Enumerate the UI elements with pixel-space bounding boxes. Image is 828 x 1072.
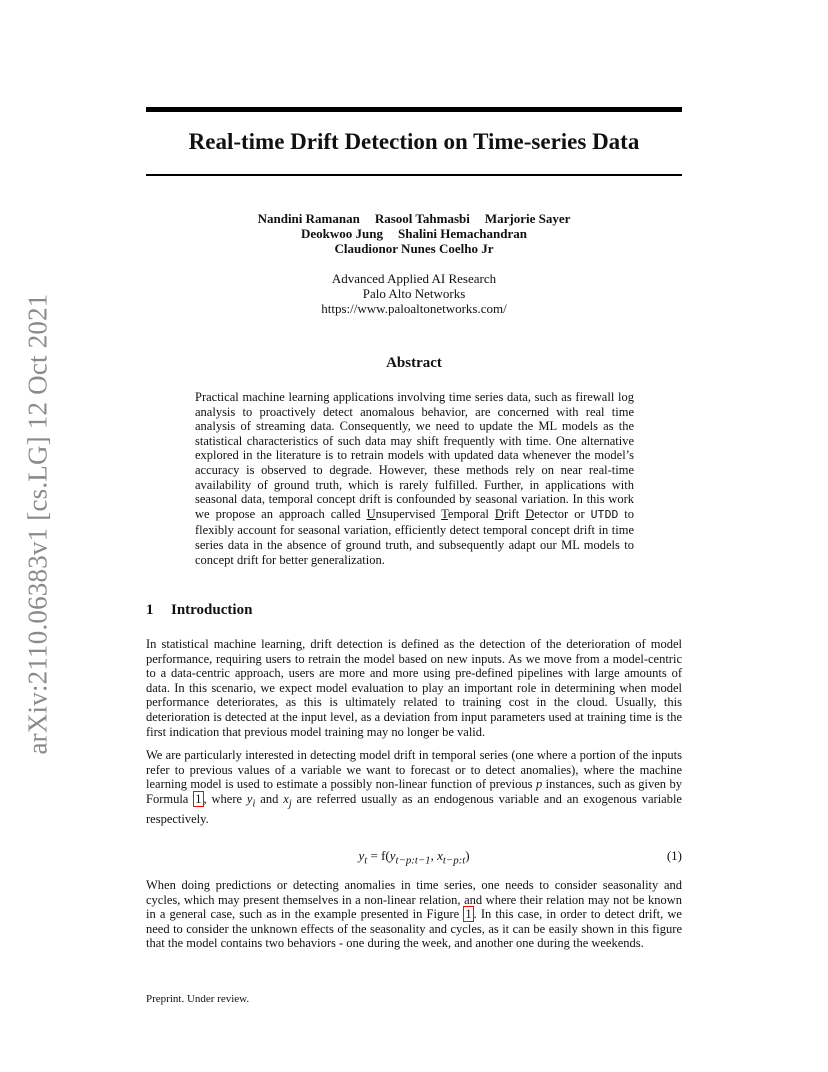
equation-1 [146,847,682,865]
method-acronym: UTDD [590,508,619,522]
author-name: Nandini Ramanan [257,211,360,226]
author-name: Marjorie Sayer [484,211,571,226]
author-line-1 [146,211,682,226]
intro-paragraph-3: When doing predictions or detecting anomalies in time series, one needs to consider seasonality and cycles, which may present themselves in a non-linear relation, and where their relation may not be known in a general case, such as in the example presented in Figure 1 . In this case, in order to detect drift, we need to consider the unknown effects of the seasonality and cycles, as it can be easily shown in this figure that the model contains two behaviors - one during the week, and another one during the weekends. [146,878,682,951]
affiliation-company: Palo Alto Networks [362,286,466,301]
author-line-3 [146,241,682,256]
equation-formula: $y_t = f(y_{t-p:t-1}$, $x_{t-p:t}$) [358,848,470,867]
abstract-text: Practical machine learning applications involving time series data, such as firewall log analysis to proactively detect anomalous behavior, are concerned with real time analysis of streaming data. Consequently, we need to update the ML models as the statistical characteristics of such data may shift frequently with time. One alternative explored in the literature is to retrain models with updated data whenever the model’s accuracy is observed to degrade. However, these methods rely on near real-time availability of ground truth, which is rarely fulfilled. Further, in applications with seasonal data, temporal concept drift is confounded by seasonal variation. In this work we propose an approach called Unsupervised Temporal Drift Detector or UTDD to flexibly account for seasonal variation, efficiently detect temporal concept drift in time series data in the absence of ground truth, and subsequently adapt our ML models to concept drift for better generalization. [195,390,634,567]
author-line-2 [146,226,682,241]
figure-reference-link[interactable]: 1 [465,907,472,922]
intro-paragraph-1: In statistical machine learning, drift detection is defined as the detection of the deterioration of model performance, requiring users to retrain the model based on new inputs. As we move from a model-centric to a data-centric approach, users are more and more using pre-defined pipelines with large amounts of data. In this scenario, we expect model evaluation to play an important role in determining when model performance deteriorates, as this is ultimately related to training cost in the cloud. Usually, this deterioration is detected at the input level, as a deviation from input parameters used at training time is the first indication that previous model training may no longer be valid. [146,637,682,739]
section-number: 1 [146,602,154,618]
title-rule-bottom [146,174,682,176]
author-name: Claudionor Nunes Coelho Jr [334,241,494,256]
formula-reference-link[interactable]: 1 [195,791,202,806]
affiliation-block [146,271,682,316]
author-name: Rasool Tahmasbi [374,211,470,226]
section-title: Introduction [171,602,253,618]
section-heading-introduction [146,600,252,620]
author-name: Shalini Hemachandran [398,226,527,241]
author-name: Deokwoo Jung [301,226,384,241]
affiliation-url[interactable]: https://www.paloaltonetworks.com/ [321,301,507,316]
affiliation-org: Advanced Applied AI Research [331,271,497,286]
intro-paragraph-2: We are particularly interested in detecting model drift in temporal series (one where a portion of the inputs refer to previous values of a variable we want to forecast or to detect anomalies), where the machine learning model is used to estimate a possibly non-linear function of previous p instances, such as given by Formula 1 , where $y_i$ and $x_j$ are referred usually as an endogenous variable and an exogenous variable respectively. [146,748,682,826]
title-rule-top [146,107,682,112]
equation-number: (1) [666,848,682,863]
preprint-footer: Preprint. Under review. [146,993,250,1005]
abstract-heading: Abstract [386,355,442,371]
arxiv-identifier: arXiv:2110.06383v1 [cs.LG] 12 Oct 2021 [22,293,53,755]
paper-title: Real-time Drift Detection on Time-series Data [188,129,640,154]
author-block [146,211,682,256]
